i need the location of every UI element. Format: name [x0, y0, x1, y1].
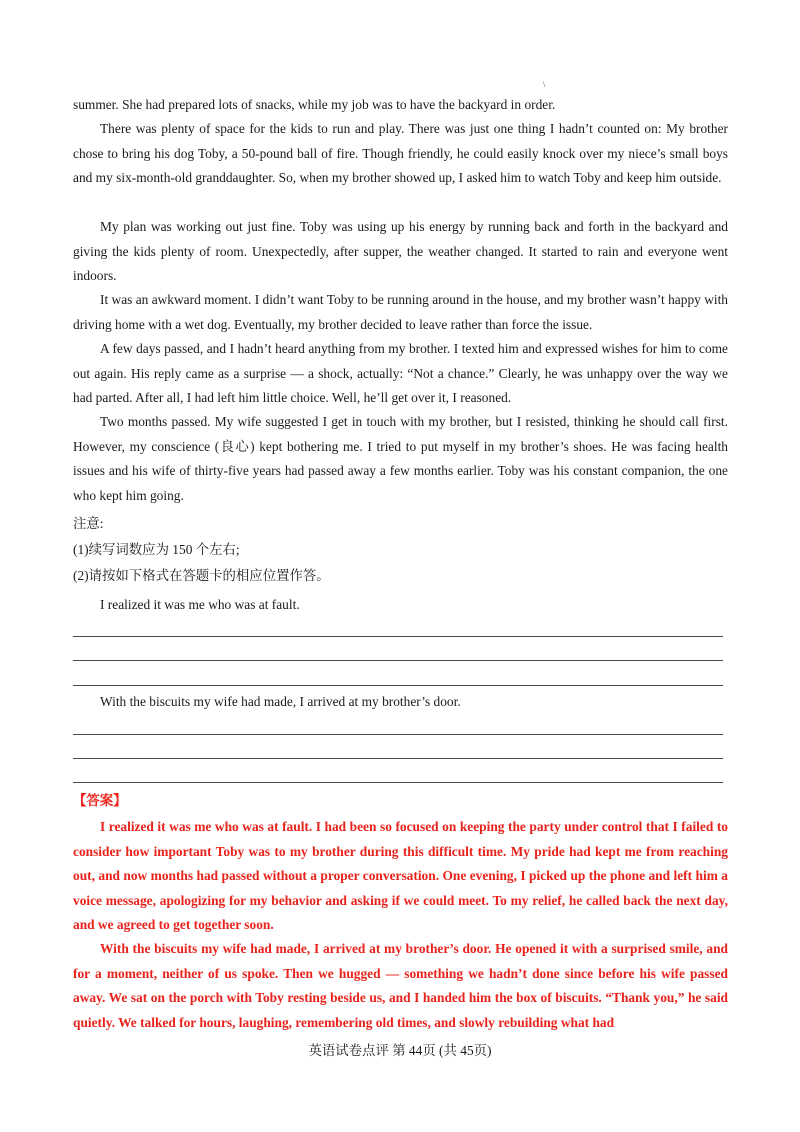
answer-line — [73, 660, 723, 661]
answer-paragraph-2: With the biscuits my wife had made, I arrived at my brother’s door. He opened it with a surprised smile, and for a moment, neither of us spoke. Then we hugged — something we hadn’t done since before his wife passed away. We sat on the porch with Toby resting beside us, and I handed him the box of biscuits. “Thank you,” he said quietly. We talked for hours, laughing, remembering old times, and slowly rebuilding what had — [73, 941, 728, 1030]
answer-line — [73, 782, 723, 783]
passage-paragraph-5: A few days passed, and I hadn’t heard anything from my brother. I texted him and expressed wishes for him to come out again. His reply came as a surprise — a shock, actually: “Not a chance.” Clearly, he was unhappy over the way we had parted. After all, I had left him little choice. Well, he’ll get over it, I reasoned. — [73, 341, 728, 405]
stray-mark: \ — [543, 80, 546, 89]
prompt-second: With the biscuits my wife had made, I arrived at my brother’s door. — [100, 694, 461, 709]
passage-paragraph-6: Two months passed. My wife suggested I get in touch with my brother, but I resisted, thinking he should call first. However, my conscience (良心) kept bothering me. I tried to put myself in my brother’s shoes. He was facing health issues and his wife of thirty-five years had passed away a few months earlier. Toby was his constant companion, the one who kept him going. — [73, 414, 728, 503]
answer-line — [73, 685, 723, 686]
answer-line — [73, 636, 723, 637]
notes-item-1: (1)续写词数应为 150 个左右; — [73, 542, 240, 557]
answer-line — [73, 734, 723, 735]
answer-paragraph-1: I realized it was me who was at fault. I had been so focused on keeping the party under control that I failed to consider how important Toby was to my brother during this difficult time. My pride had kept me from reaching out, and now months had passed without a proper conversation. One evening, I picked up the phone and left him a voice message, apologizing for my behavior and asking if we could meet. To my relief, he called back the next day, and we agreed to get together soon. — [73, 819, 728, 932]
answer-line — [73, 758, 723, 759]
prompt-first: I realized it was me who was at fault. — [100, 597, 300, 612]
answer-label: 【答案】 — [73, 793, 127, 808]
notes-item-2: (2)请按如下格式在答题卡的相应位置作答。 — [73, 568, 330, 583]
passage-paragraph-4: It was an awkward moment. I didn’t want Toby to be running around in the house, and my brother wasn’t happy with driving home with a wet dog. Eventually, my brother decided to leave rather than force the issue. — [73, 292, 728, 332]
notes-heading: 注意: — [73, 516, 104, 531]
page-footer: 英语试卷点评 第 44页 (共 45页) — [308, 1043, 492, 1058]
passage-paragraph-2: There was plenty of space for the kids to run and play. There was just one thing I hadn’t counted on: My brother chose to bring his dog Toby, a 50-pound ball of fire. Though friendly, he could easily knock over my niece’s small boys and my six-month-old granddaughter. So, when my brother showed up, I asked him to watch Toby and keep him outside. — [73, 121, 728, 185]
passage-paragraph-1: summer. She had prepared lots of snacks, while my job was to have the backyard in order. — [73, 97, 556, 112]
passage-paragraph-3: My plan was working out just fine. Toby was using up his energy by running back and forth in the backyard and giving the kids plenty of room. Unexpectedly, after supper, the weather changed. It started to rain and everyone went indoors. — [73, 219, 728, 283]
